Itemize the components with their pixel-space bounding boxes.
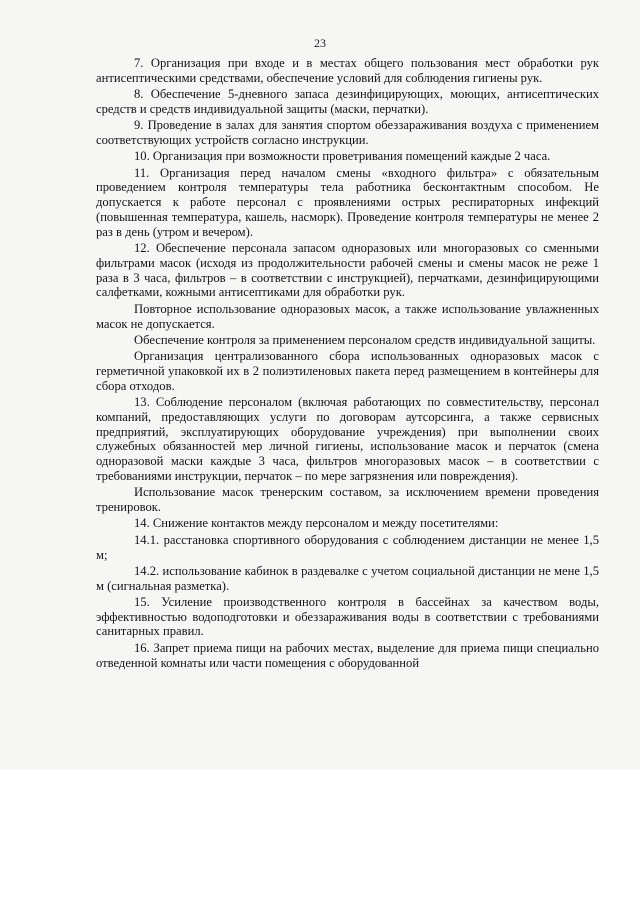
paragraph-item-14: 14. Снижение контактов между персоналом и между посетителями: [134,516,499,531]
paragraph-item-15: 15. Усиление производственного контроля в бассейнах за качеством воды, эффективностью водоподготовки и обеззараживания воды в соответствии с требованиями санитарных правил. [96,594,599,639]
paragraph-item-14-2: 14.2. использование кабинок в раздевалке с учетом социальной дистанции не мене 1,5 м (сигнальная разметка). [96,563,599,593]
paragraph-mask-reuse: Повторное использование одноразовых масок, а также использование увлажненных масок не допускается. [96,301,599,331]
paragraph-item-13: 13. Соблюдение персоналом (включая работающих по совместительству, персонал компаний, предоставляющих услуги по договорам аутсорсинга, а также сервисных предприятий, эксплуатирующих оборудование учреждения) при выполнении своих служебных обязанностей мер личной гигиены, использование масок и перчаток (смена одноразовой маски каждые 3 часа, фильтров многоразовых масок – в соответствии с требованиями инструкции, перчаток – по мере загрязнения или повреждения). [96,395,599,484]
paragraph-item-11: 11. Организация перед началом смены «входного фильтра» с обязательным проведением контроля температуры тела работника бесконтактным способом. Не допускается к работе персонал с проявлениями острых респираторных инфекций (повышенная температура, кашель, насморк). Проведение контроля температуры не менее 2 раз в день (утром и вечером). [96,165,599,239]
paragraph-ppe-control: Обеспечение контроля за применением персоналом средств индивидуальной защиты. [134,332,596,347]
page-number: 23 [314,36,326,50]
paragraph-item-7: 7. Организация при входе и в местах общего пользования мест обработки рук антисептическими средствами, обеспечение условий для соблюдения гигиены рук. [96,56,599,85]
paragraph-item-14-1: 14.1. расстановка спортивного оборудования с соблюдением дистанции не менее 1,5 м; [96,532,599,562]
document-body [96,56,599,672]
paragraph-trainer-masks: Использование масок тренерским составом, за исключением времени проведения тренировок. [96,485,599,515]
paragraph-mask-collection: Организация централизованного сбора использованных одноразовых масок с герметичной упаковкой их в 2 полиэтиленовых пакета перед размещением в контейнеры для сбора отходов. [96,349,599,393]
paragraph-item-16: 16. Запрет приема пищи на рабочих местах, выделение для приема пищи специально отведенной комнаты или части помещения с оборудованной [96,640,599,670]
paragraph-item-10: 10. Организация при возможности проветривания помещений каждые 2 часа. [134,149,551,164]
paragraph-item-12: 12. Обеспечение персонала запасом одноразовых или многоразовых со сменными фильтрами масок (исходя из продолжительности рабочей смены и смены масок не реже 1 раза в 3 часа, фильтров – в соответствии с инструкцией), перчатками, дезинфицирующими салфетками, кожными антисептиками для обработки рук. [96,241,599,300]
paragraph-item-8: 8. Обеспечение 5-дневного запаса дезинфицирующих, моющих, антисептических средств и средств индивидуальной защиты (маски, перчатки). [96,87,599,116]
paragraph-item-9: 9. Проведение в залах для занятия спортом обеззараживания воздуха с применением соответствующих устройств согласно инструкции. [96,118,599,147]
